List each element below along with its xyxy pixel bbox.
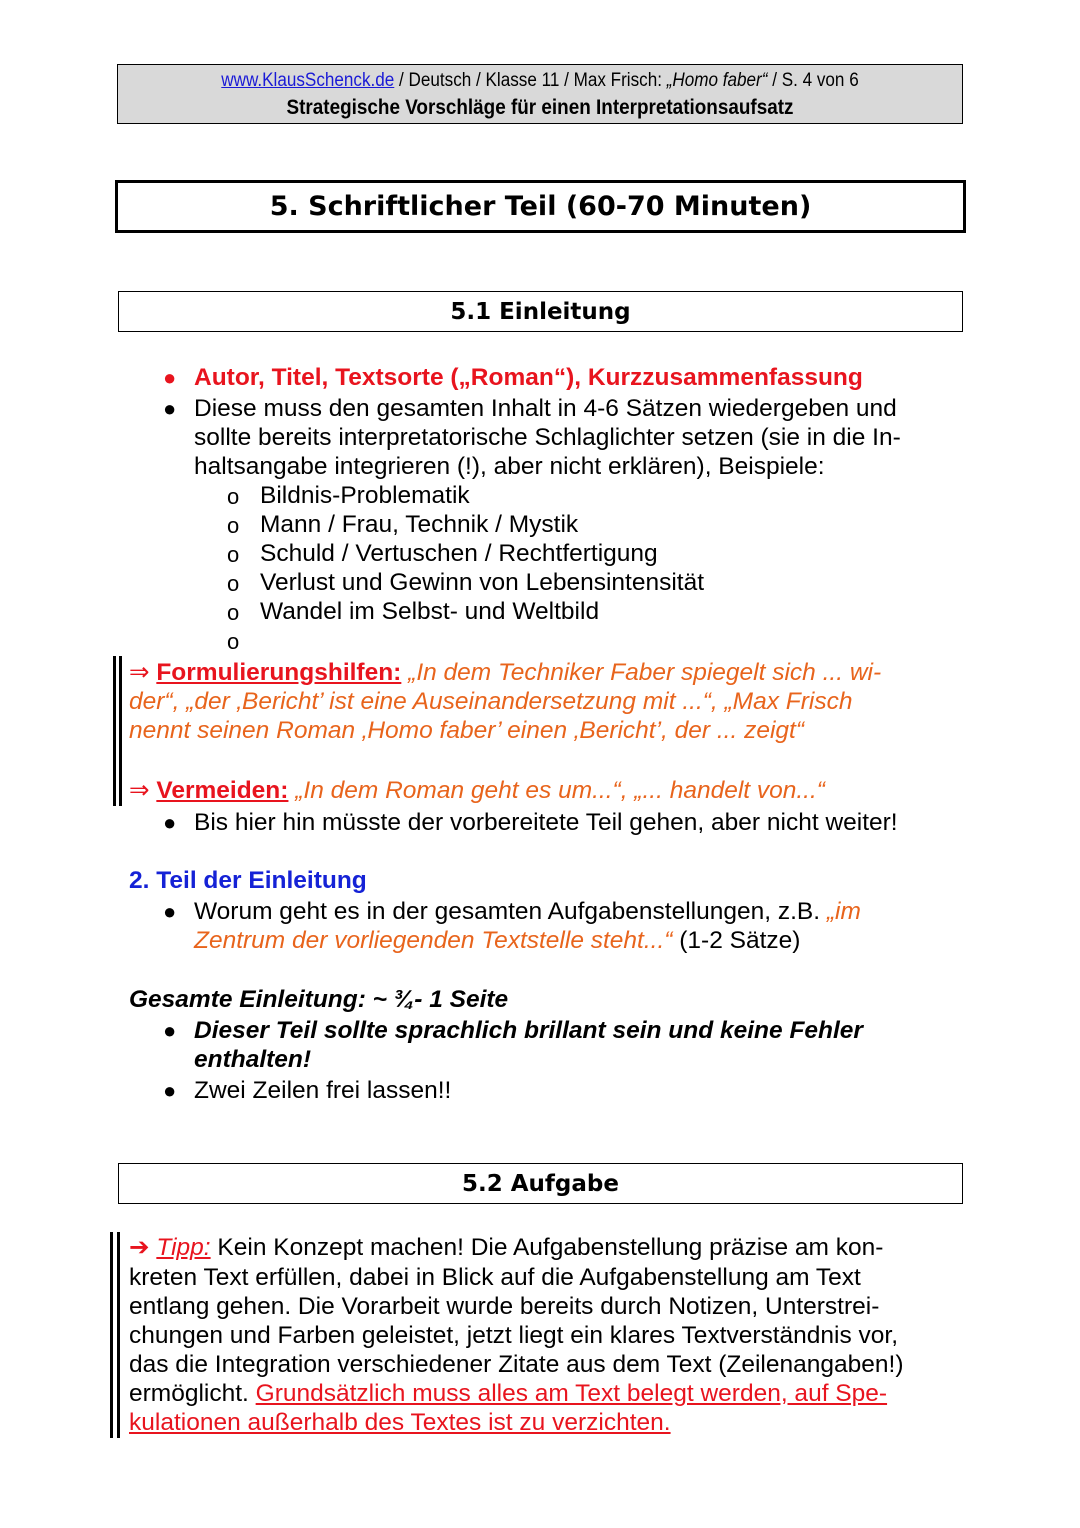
vermeiden-quote: „In dem Roman geht es um...“, „... handelt von...“	[295, 777, 825, 804]
circle-bullet: o	[227, 484, 240, 509]
tipp-emphasis: Grundsätzlich muss alles am Text belegt werden, auf Spe-	[255, 1380, 888, 1407]
tipp-line-2: kreten Text erfüllen, dabei in Blick auf die Aufgabenstellung am Text	[129, 1264, 861, 1291]
margin-bar	[110, 1232, 113, 1438]
margin-bar	[113, 656, 116, 806]
header-path: / Deutsch / Klasse 11 / Max Frisch:	[394, 70, 667, 91]
tipp-line-7: kulationen außerhalb des Textes ist zu verzichten.	[129, 1409, 671, 1436]
bullet-inhalt-line-3: haltsangabe integrieren (!), aber nicht erklären), Beispiele:	[194, 453, 825, 480]
circle-bullet: o	[227, 571, 240, 596]
bullet-autor-titel: Autor, Titel, Textsorte („Roman“), Kurzzusammenfassung	[194, 364, 863, 391]
bullet-dot: ●	[163, 365, 177, 390]
tipp-line-4: chungen und Farben geleistet, jetzt liegt ein klares Textverständnis vor,	[129, 1322, 899, 1349]
tipp-text: Kein Konzept machen! Die Aufgabenstellung präzise am kon-	[210, 1234, 884, 1261]
tipp-text: ermöglicht.	[129, 1380, 256, 1407]
header-subtitle: Strategische Vorschläge für einen Interpretationsaufsatz	[286, 96, 794, 119]
teil2-text: (1-2 Sätze)	[672, 927, 801, 954]
section-heading-einleitung: 5.1 Einleitung	[118, 291, 963, 332]
tipp-line-5: das die Integration verschiedener Zitate aus dem Text (Zeilenangaben!)	[129, 1351, 904, 1378]
teil2-line-2	[194, 926, 800, 956]
gesamt-heading: Gesamte Einleitung: ~ ¾- 1 Seite	[129, 986, 509, 1013]
teil2-heading: 2. Teil der Einleitung	[129, 867, 367, 894]
margin-bar	[119, 656, 122, 806]
formulierungshilfen-label: Formulierungshilfen:	[156, 659, 402, 686]
teil2-quote: „im	[826, 898, 861, 925]
bullet-inhalt-line-2: sollte bereits interpretatorische Schlaglichter setzen (sie in die In-	[194, 424, 901, 451]
example-item: Bildnis-Problematik	[260, 482, 470, 509]
bullet-inhalt-line-1: Diese muss den gesamten Inhalt in 4-6 Sätzen wiedergeben und	[194, 395, 897, 422]
bullet-dot: ●	[163, 810, 177, 835]
bullet-dot: ●	[163, 899, 177, 924]
circle-bullet: o	[227, 542, 240, 567]
example-item: Wandel im Selbst- und Weltbild	[260, 598, 600, 625]
example-item: Schuld / Vertuschen / Rechtfertigung	[260, 540, 658, 567]
circle-bullet: o	[227, 629, 240, 654]
bullet-dot: ●	[163, 1078, 177, 1103]
example-item: Mann / Frau, Technik / Mystik	[260, 511, 579, 538]
gesamt-bullet-2: Zwei Zeilen frei lassen!!	[194, 1077, 452, 1104]
formulierungshilfen-line-1	[129, 658, 881, 688]
header-page-info: / S. 4 von 6	[767, 70, 859, 91]
bullet-vorbereitet: Bis hier hin müsste der vorbereitete Teil gehen, aber nicht weiter!	[194, 809, 898, 836]
tipp-line-3: entlang gehen. Die Vorarbeit wurde bereits durch Notizen, Unterstrei-	[129, 1293, 880, 1320]
tipp-label: Tipp:	[156, 1234, 211, 1261]
page-header	[117, 64, 963, 124]
margin-bar	[117, 1232, 120, 1438]
vermeiden-line	[129, 776, 825, 806]
main-title: 5. Schriftlicher Teil (60-70 Minuten)	[115, 180, 966, 233]
teil2-quote: Zentrum der vorliegenden Textstelle steht...“	[194, 927, 673, 954]
circle-bullet: o	[227, 513, 240, 538]
tipp-line-6	[129, 1379, 887, 1409]
site-link[interactable]: www.KlausSchenck.de	[221, 70, 395, 91]
header-work-title: „Homo faber“	[666, 70, 768, 91]
example-item: Verlust und Gewinn von Lebensintensität	[260, 569, 705, 596]
vermeiden-label: Vermeiden:	[156, 777, 289, 804]
circle-bullet: o	[227, 600, 240, 625]
gesamt-bullet-line-1: Dieser Teil sollte sprachlich brillant sein und keine Fehler	[194, 1017, 863, 1044]
teil2-line-1	[194, 897, 861, 927]
arrow-icon: ⇒	[129, 777, 157, 804]
tipp-line-1	[129, 1233, 883, 1263]
formulierungshilfen-line-3: nennt seinen Roman ‚Homo faber’ einen ‚Bericht’, der ... zeigt“	[129, 717, 805, 744]
section-heading-aufgabe: 5.2 Aufgabe	[118, 1163, 963, 1204]
teil2-text: Worum geht es in der gesamten Aufgabenstellungen, z.B.	[194, 898, 827, 925]
gesamt-bullet-line-2: enthalten!	[194, 1046, 312, 1073]
header-breadcrumb	[160, 68, 920, 94]
formulierungshilfen-line-2: der“, „der ‚Bericht’ ist eine Auseinandersetzung mit ...“, „Max Frisch	[129, 688, 853, 715]
arrow-icon: ⇒	[129, 659, 157, 686]
formulierungshilfen-quote: „In dem Techniker Faber spiegelt sich ... wi-	[408, 659, 882, 686]
bullet-dot: ●	[163, 1018, 177, 1043]
bullet-dot: ●	[163, 396, 177, 421]
arrow-right-icon: ➔	[129, 1234, 157, 1261]
